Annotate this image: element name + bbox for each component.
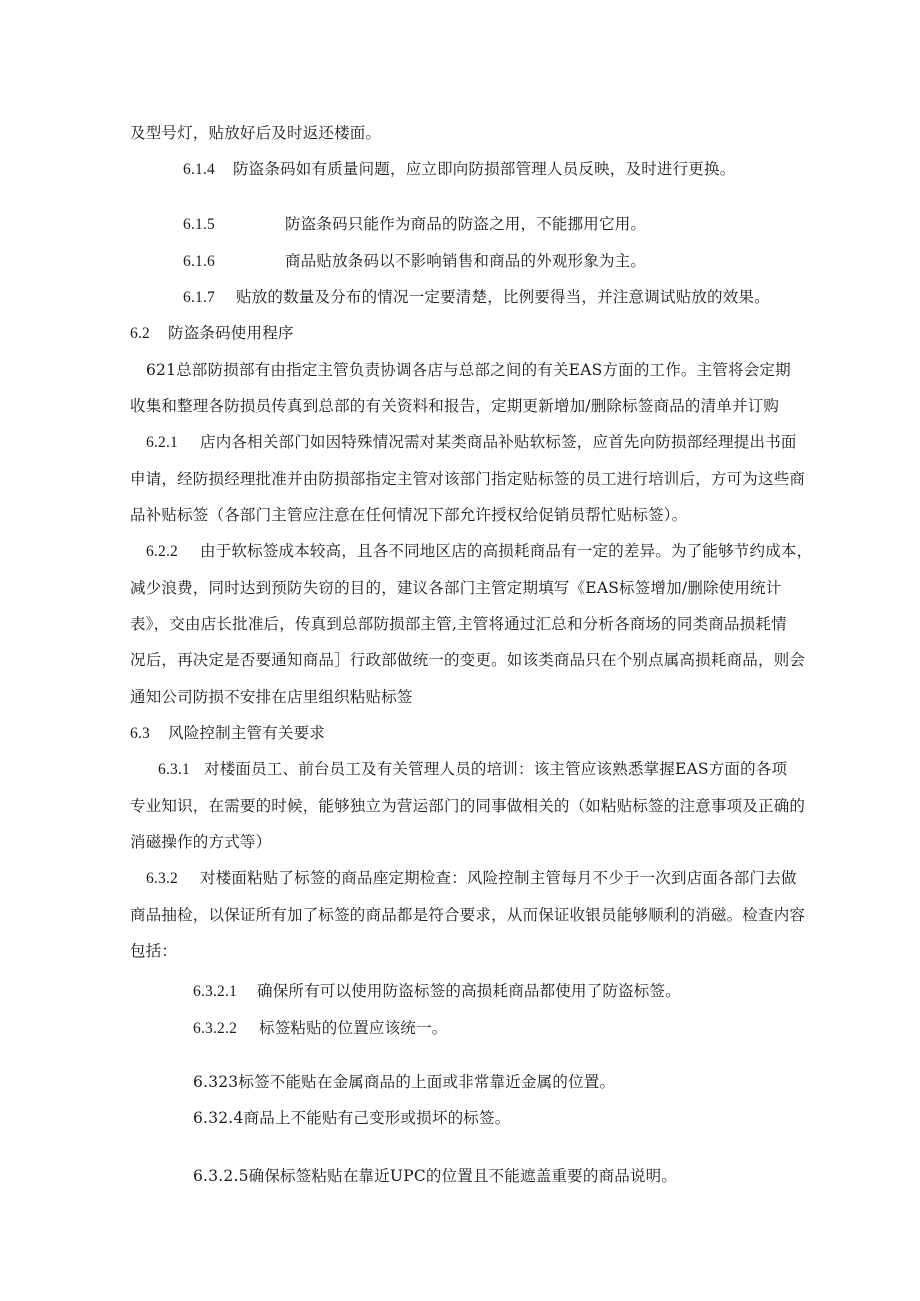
clause-text: 商品贴放条码以不影响销售和商品的外观形象为主。 (285, 252, 647, 270)
clause-number: 6.1.7 (183, 289, 215, 306)
paragraph-line (130, 686, 413, 708)
line-text: 专业知识，在需要的时候，能够独立为营运部门的同事做相关的（如粘贴标签的注意事项及正确的 (130, 797, 806, 815)
clause-6-1-5 (183, 213, 646, 236)
clause-text: 6.323标签不能贴在金属商品的上面或非常靠近金属的位置。 (193, 1073, 616, 1091)
line-text: 品补贴标签（各部门主管应注意在任何情况下部允许授权给促销员帮忙贴标签）。 (130, 506, 688, 524)
clause-number: 6.1.5 (183, 216, 215, 233)
clause-6-2-1 (146, 431, 797, 454)
line-text: 及型号灯，贴放好后及时返还楼面。 (130, 124, 382, 142)
clause-6-3-2-1 (193, 980, 681, 1003)
clause-6-3-2-2 (193, 1017, 447, 1040)
clause-6-1-7 (183, 286, 770, 309)
clause-text: 防盗条码只能作为商品的防盗之用，不能挪用它用。 (285, 215, 647, 233)
clause-text: 店内各相关部门如因特殊情况需对某类商品补贴软标签，应首先向防损部经理提出书面 (200, 433, 797, 451)
clause-text: 6.3.2.5确保标签粘贴在靠近UPC的位置且不能遮盖重要的商品说明。 (193, 1167, 678, 1185)
line-text: 收集和整理各防损员传真到总部的有关资料和报告，定期更新增加/删除标签商品的清单并订购 (130, 397, 780, 415)
clause-6-3-2 (146, 867, 797, 890)
paragraph-line (130, 395, 779, 417)
clause-number: 6.3.1 (158, 761, 190, 778)
clause-text: 确保所有可以使用防盗标签的高损耗商品都使用了防盗标签。 (257, 982, 681, 1000)
clause-6-3-2-5 (193, 1165, 677, 1187)
clause-6-1-4 (183, 158, 735, 181)
clause-text: 6.32.4商品上不能贴有己变形或损坏的标签。 (193, 1109, 511, 1127)
section-title: 风险控制主管有关要求 (168, 724, 326, 742)
clause-6-3-2-3 (193, 1071, 615, 1093)
paragraph-line (130, 904, 805, 926)
line-text: 商品抽检，以保证所有加了标签的商品都是符合要求，从而保证收银员能够顺利的消磁。检查内容 (130, 906, 806, 924)
paragraph-line (130, 613, 787, 635)
section-number: 6.3 (130, 725, 150, 742)
clause-text: 对楼面粘贴了标签的商品座定期检查：风险控制主管每月不少于一次到店面各部门去做 (200, 869, 797, 887)
paragraph-line (130, 795, 805, 817)
line-text: 表》，交由店长批准后，传真到总部防损部主管,主管将通过汇总和分析各商场的同类商品损耗情 (130, 615, 787, 633)
section-number: 6.2 (130, 325, 150, 342)
line-text: 消磁操作的方式等） (130, 833, 272, 851)
clause-number: 6.1.4 (183, 161, 215, 178)
clause-number: 6.2.1 (146, 434, 178, 451)
line-text: 减少浪费，同时达到预防失窃的目的，建议各部门主管定期填写《EAS标签增加/删除使用统计 (130, 579, 782, 597)
clause-text: 贴放的数量及分布的情况一定要清楚，比例要得当，并注意调试贴放的效果。 (236, 288, 770, 306)
clause-6-1-6 (183, 250, 646, 273)
line-text: 621总部防损部有由指定主管负责协调各店与总部之间的有关EAS方面的工作。主管将会定期 (146, 361, 791, 379)
paragraph-line (130, 831, 271, 853)
clause-text: 标签粘贴的位置应该统一。 (259, 1019, 448, 1037)
clause-6-3-1 (158, 758, 787, 781)
clause-number: 6.3.2 (146, 870, 178, 887)
clause-number: 6.2.2 (146, 543, 178, 560)
section-6-2-heading (130, 322, 294, 345)
clause-number: 6.3.2.2 (193, 1020, 238, 1037)
clause-6-3-2-4 (193, 1107, 510, 1129)
paragraph-line (146, 359, 791, 381)
line-text: 申请，经防损经理批准并由防损部指定主管对该部门指定贴标签的员工进行培训后，方可为这些商 (130, 470, 806, 488)
paragraph-line (130, 504, 687, 526)
clause-6-2-2 (146, 540, 812, 563)
paragraph-line (130, 940, 177, 962)
clause-number: 6.1.6 (183, 253, 215, 270)
section-6-3-heading (130, 722, 325, 745)
line-text: 通知公司防损不安排在店里组织粘贴标签 (130, 688, 413, 706)
clause-text: 由于软标签成本较高，且各不同地区店的高损耗商品有一定的差异。为了能够节约成本， (200, 542, 813, 560)
clause-text: 防盗条码如有质量问题，应立即向防损部管理人员反映，及时进行更换。 (233, 160, 736, 178)
line-text: 况后，再决定是否要通知商品］行政部做统一的变更。如该类商品只在个别点属高损耗商品，则会 (130, 651, 806, 669)
paragraph-line (130, 649, 805, 671)
line-text: 包括： (130, 942, 178, 960)
paragraph-line (130, 468, 805, 490)
paragraph-line (130, 122, 381, 144)
clause-number: 6.3.2.1 (193, 983, 238, 1000)
clause-text: 对楼面员工、前台员工及有关管理人员的培训：该主管应该熟悉掌握EAS方面的各项 (204, 760, 788, 778)
paragraph-line (130, 577, 781, 599)
section-title: 防盗条码使用程序 (168, 324, 294, 342)
